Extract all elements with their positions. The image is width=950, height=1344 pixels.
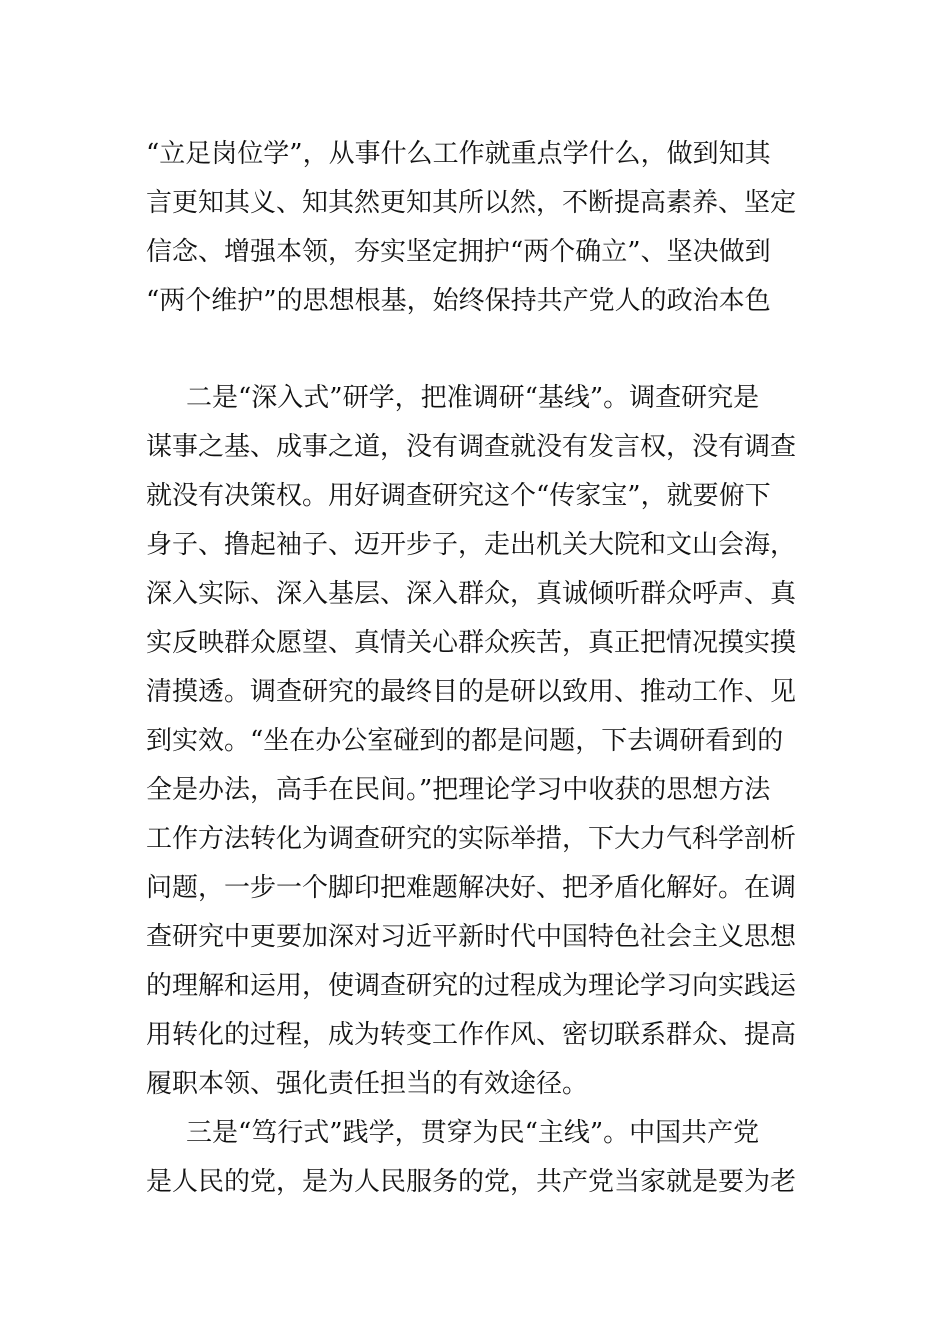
text-line: 言更知其义、知其然更知其所以然，不断提高素养、坚定	[146, 188, 797, 218]
text-line: 二是“深入式”研学，把准调研“基线”。调查研究是	[186, 383, 760, 413]
text-line: 实反映群众愿望、真情关心群众疾苦，真正把情况摸实摸	[146, 628, 797, 658]
text-line: 清摸透。调查研究的最终目的是研以致用、推动工作、见	[146, 677, 797, 707]
text-line: 履职本领、强化责任担当的有效途径。	[146, 1069, 589, 1099]
text-line: 身子、撸起袖子、迈开步子，走出机关大院和文山会海，	[146, 530, 797, 560]
text-line: 到实效。“坐在办公室碰到的都是问题，下去调研看到的	[146, 726, 784, 756]
text-line: 工作方法转化为调查研究的实际举措，下大力气科学剖析	[146, 824, 797, 854]
text-line: 三是“笃行式”践学，贯穿为民“主线”。中国共产党	[186, 1118, 760, 1148]
paragraph-1	[146, 130, 816, 326]
text-line: 全是办法，高手在民间。”把理论学习中收获的思想方法	[146, 775, 771, 805]
paragraph-3	[146, 1109, 816, 1207]
text-line: 的理解和运用，使调查研究的过程成为理论学习向实践运	[146, 971, 797, 1001]
text-line: 是人民的党，是为人民服务的党，共产党当家就是要为老	[146, 1167, 797, 1197]
text-line: “立足岗位学”，从事什么工作就重点学什么，做到知其	[146, 139, 771, 169]
paragraph-2	[146, 374, 816, 1109]
text-line: 用转化的过程，成为转变工作作风、密切联系群众、提高	[146, 1020, 797, 1050]
text-line: 问题，一步一个脚印把难题解决好、把矛盾化解好。在调	[146, 873, 797, 903]
text-line: 信念、增强本领，夯实坚定拥护“两个确立”、坚决做到	[146, 237, 771, 267]
text-line: 查研究中更要加深对习近平新时代中国特色社会主义思想	[146, 922, 797, 952]
text-line: 谋事之基、成事之道，没有调查就没有发言权，没有调查	[146, 432, 797, 462]
text-line: “两个维护”的思想根基，始终保持共产党人的政治本色	[146, 286, 771, 316]
text-line: 就没有决策权。用好调查研究这个“传家宝”，就要俯下	[146, 481, 771, 511]
text-line: 深入实际、深入基层、深入群众，真诚倾听群众呼声、真	[146, 579, 797, 609]
